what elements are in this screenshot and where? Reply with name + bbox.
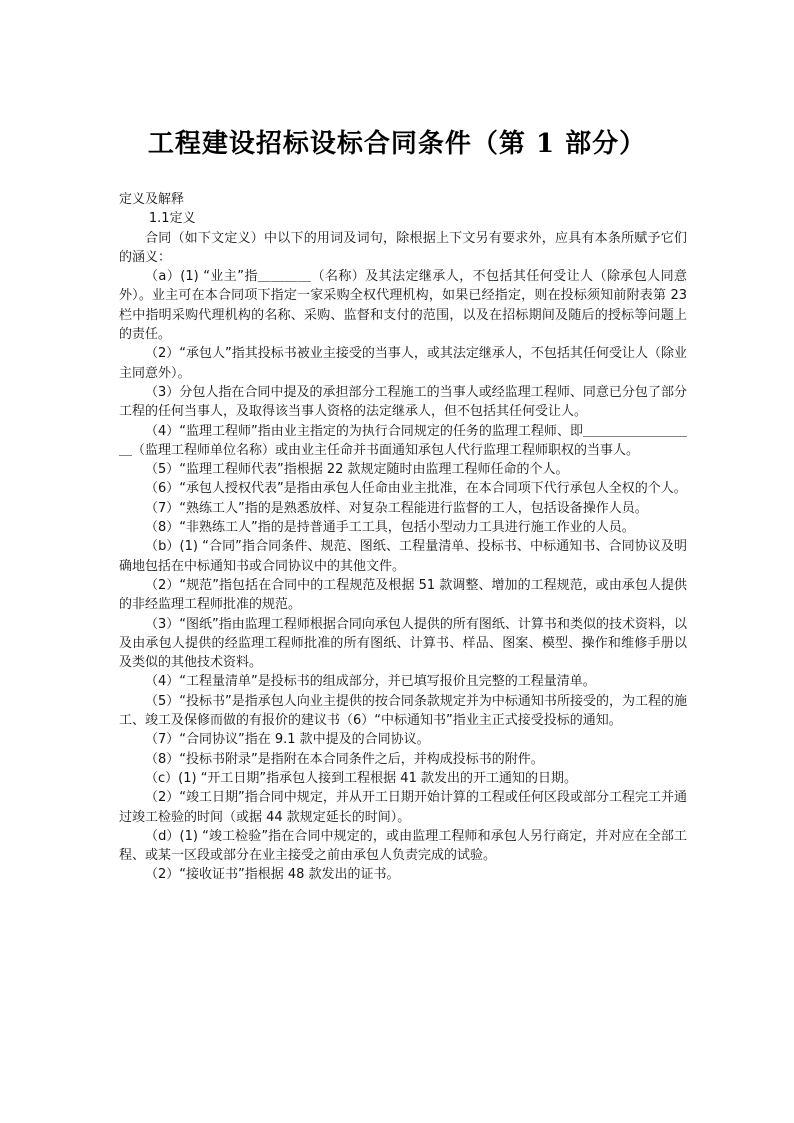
paragraph: （8）“投标书附录”是指附在本合同条件之后，并构成投标书的附件。 (145, 751, 544, 767)
paragraph: （2）“承包人”指其投标书被业主接受的当事人，或其法定继承人，不包括其任何受让人（除业主同意外）。 (119, 346, 687, 381)
document-body (119, 190, 687, 885)
paragraph: 合同（如下文定义）中以下的用词及词句，除根据上下文另有要求外，应具有本条所赋予它们的涵义： (119, 230, 687, 265)
paragraph: （5）“投标书”是指承包人向业主提供的按合同条款规定并为中标通知书所接受的，为工程的施工、竣工及保修而做的有报价的建议书（6）“中标通知书”指业主正式接受投标的通知。 (119, 693, 687, 729)
paragraph: （d）(1) “竣工检验”指在合同中规定的，或由监理工程师和承包人另行商定，并对应在全部工程、或某一区段或部分在业主接受之前由承包人负责完成的试验。 (119, 828, 687, 864)
paragraph: （4）“监理工程师”指由业主指定的为执行合同规定的任务的监理工程师、即＿＿＿＿＿＿＿＿＿（监理工程师单位名称）或由业主任命并书面通知承包人代行监理工程师职权的当事人。 (119, 423, 687, 458)
sub-heading: 1.1定义 (148, 211, 196, 227)
paragraph: （3）分包人指在合同中提及的承担部分工程施工的当事人或经监理工程师、同意已分包了部分工程的任何当事人，及取得该当事人资格的法定继承人，但不包括其任何受让人。 (119, 384, 687, 420)
paragraph: （4）“工程量清单”是投标书的组成部分，并已填写报价且完整的工程量清单。 (145, 674, 596, 690)
paragraph: （8）“非熟练工人”指的是持普通手工工具，包括小型动力工具进行施工作业的人员。 (145, 520, 635, 536)
paragraph: （2）“规范”指包括在合同中的工程规范及根据 51 款调整、增加的工程规范，或由承包人提供的非经监理工程师批准的规范。 (119, 577, 687, 613)
paragraph: （7）“熟练工人”指的是熟悉放样、对复杂工程能进行监督的工人，包括设备操作人员。 (145, 500, 648, 516)
document-title: 工程建设招标设标合同条件（第 1 部分） (147, 129, 647, 159)
paragraph: （6）“承包人授权代表”是指由承包人任命由业主批准，在本合同项下代行承包人全权的个人。 (145, 481, 687, 497)
paragraph: （3）“图纸”指由监理工程师根据合同向承包人提供的所有图纸、计算书和类似的技术资料，以及由承包人提供的经监理工程师批准的所有图纸、计算书、样品、图案、模型、操作和维修手册以及类似的其他技术资料。 (119, 616, 687, 671)
paragraph: （5）“监理工程师代表”指根据 22 款规定随时由监理工程师任命的个人。 (145, 462, 569, 478)
paragraph: （2）“竣工日期”指合同中规定，并从开工日期开始计算的工程或任何区段或部分工程完工并通过竣工检验的时间（或据 44 款规定延长的时间）。 (119, 790, 687, 825)
paragraph: （2）“接收证书”指根据 48 款发出的证书。 (145, 867, 400, 883)
paragraph: （b）(1) “合同”指合同条件、规范、图纸、工程量清单、投标书、中标通知书、合同协议及明确地包括在中标通知书或合同协议中的其他文件。 (119, 539, 687, 574)
section-heading: 定义及解释 (119, 192, 185, 207)
paragraph: （7）“合同协议”指在 9.1 款中提及的合同协议。 (145, 732, 430, 748)
paragraph: （c）(1) “开工日期”指承包人接到工程根据 41 款发出的开工通知的日期。 (145, 770, 577, 786)
paragraph: （a）(1) “业主”指＿＿＿＿（名称）及其法定继承人，不包括其任何受让人（除承包人同意外）。业主可在本合同项下指定一家采购全权代理机构，如果已经指定，则在投标须知前附表第 23栏中指明采购代理机构的名称、采购、监督和支付的范围，以及在招标期间及随后的授标等问题上的责任。 (119, 269, 687, 343)
